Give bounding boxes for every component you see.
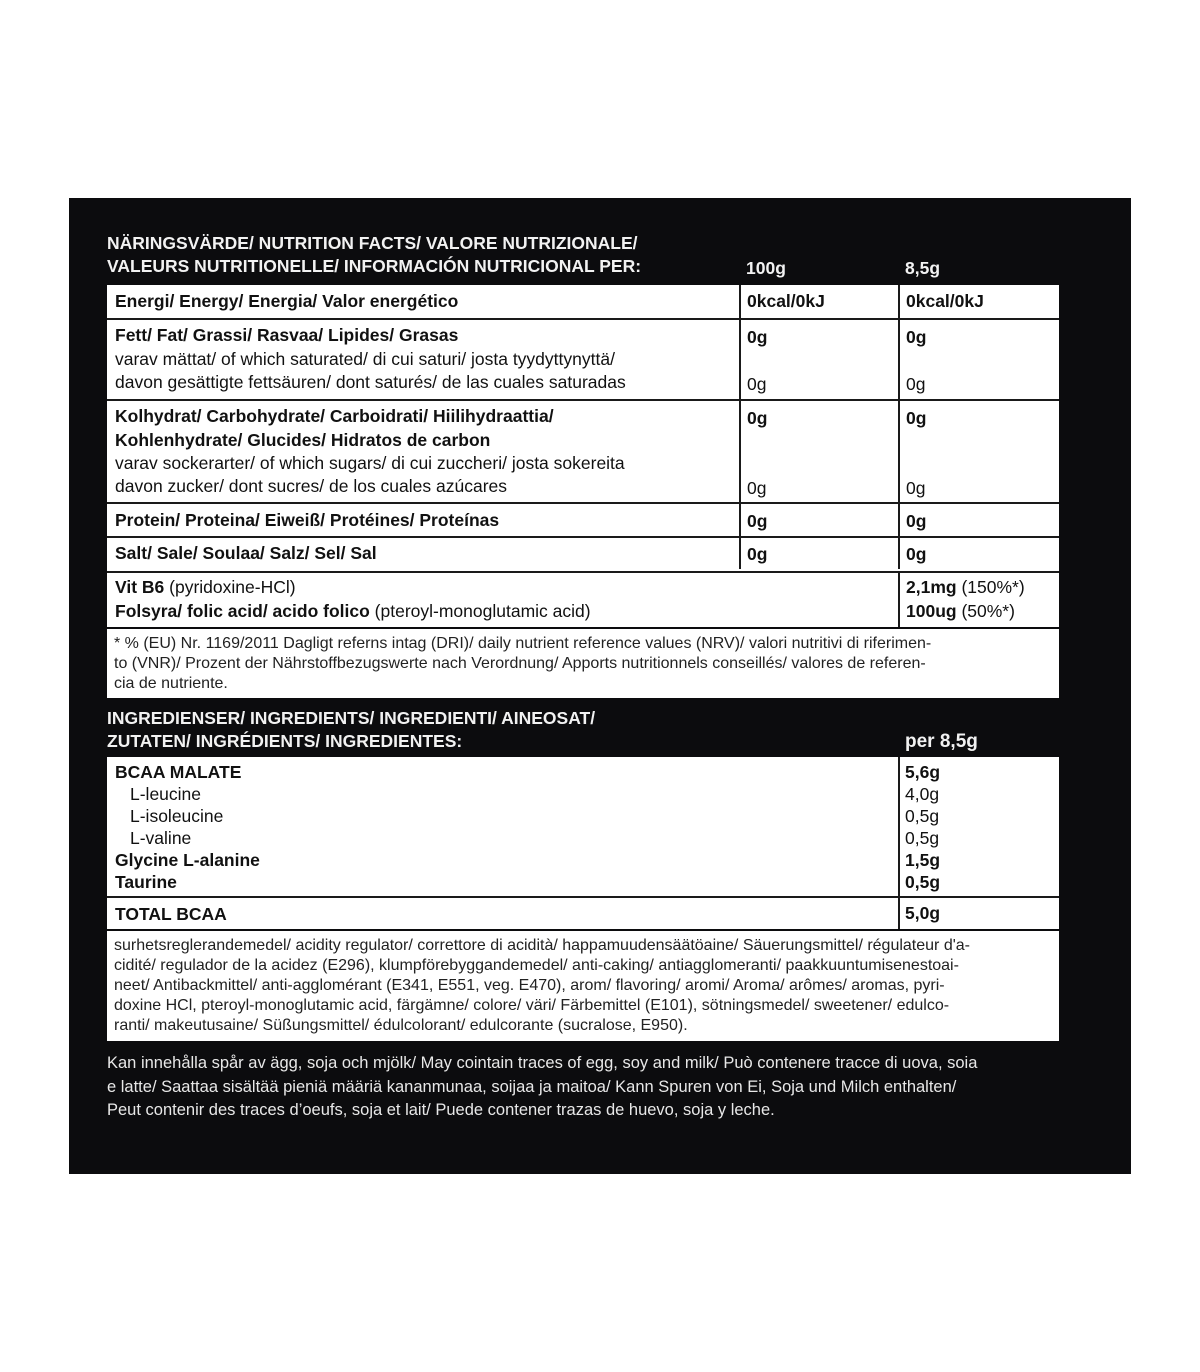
ingredient-value: 1,5g <box>905 850 941 870</box>
folic-acid-value: 100ug (50%*) <box>906 601 1015 621</box>
nutrition-heading: NÄRINGSVÄRDE/ NUTRITION FACTS/ VALORE NUTRIZIONALE/ VALEURS NUTRITIONELLE/ INFORMACIÓN NUTRICIONAL PER: <box>107 233 642 276</box>
allergen-warning: Kan innehålla spår av ägg, soja och mjölk/ May cointain traces of egg, soy and milk/ Può contenere tracce di uova, soia e latte/ Saattaa sisältää pieniä määriä kananmunaa, soijaa ja maitoa/ Kann Spuren von Ei, Soja und Milch enthalten/ Peut contenir des traces d’oeufs, soja et lait/ Puede contener trazas de huevo, soja y leche. <box>107 1054 978 1119</box>
column-label-serving: 8,5g <box>905 258 941 278</box>
ingredients-per-serving-label: per 8,5g <box>905 731 978 752</box>
fat-value-100g: 0g <box>747 327 768 347</box>
carbohydrate-value-100g: 0g <box>747 408 768 428</box>
vitamins-table <box>107 571 1059 627</box>
ingredient-value: 0,5g <box>905 828 940 848</box>
ingredient-name: Taurine <box>115 872 177 892</box>
saturated-label-2: davon gesättigte fettsäuren/ dont saturés/ de las cuales saturadas <box>115 372 626 392</box>
folic-acid-label: Folsyra/ folic acid/ acido folico (pteroyl-monoglutamic acid) <box>115 601 591 621</box>
ingredient-name: BCAA MALATE <box>115 762 242 782</box>
total-bcaa-label: TOTAL BCAA <box>115 904 227 924</box>
fat-value-serving: 0g <box>906 327 927 347</box>
energy-label: Energi/ Energy/ Energia/ Valor energético <box>115 291 459 311</box>
saturated-value-serving: 0g <box>906 374 926 394</box>
vitamin-b6-label: Vit B6 (pyridoxine-HCl) <box>115 577 296 597</box>
column-label-100g: 100g <box>746 258 786 278</box>
other-ingredients: surhetsreglerandemedel/ acidity regulator/ correttore di acidità/ happamuudensäätöaine/ Säuerungsmittel/ régulateur d'a- cidité/ regulador de la acidez (E296), klumpförebyggandemedel/ anti-caking/ antiagglomeranti/ paakkuuntumisenestoai- neet/ Antibackmittel/ anti-agglomérant (E341, E551, veg. E470), arom/ flavoring/ aromi/ Aroma/ arômes/ aromas, pyri- doxine HCl, pteroyl-monoglutamic acid, färgämne/ colore/ väri/ Färbemittel (E101), sötningsmedel/ sweetener/ edulco- ranti/ makeutusaine/ Süßungsmittel/ édulcolorant/ edulcorante (sucralose, E950). <box>107 931 1059 1041</box>
carbohydrate-label-1: Kolhydrat/ Carbohydrate/ Carboidrati/ Hiilihydraattia/ <box>115 406 554 426</box>
carbohydrate-value-serving: 0g <box>906 408 927 428</box>
ingredient-name: L-isoleucine <box>130 806 224 826</box>
ingredient-name: L-valine <box>130 828 192 848</box>
saturated-value-100g: 0g <box>747 374 767 394</box>
sugars-label-2: davon zucker/ dont sucres/ de los cuales azúcares <box>115 476 508 496</box>
energy-value-100g: 0kcal/0kJ <box>747 291 825 311</box>
ingredients-table <box>107 757 1059 929</box>
ingredient-value: 4,0g <box>905 784 940 804</box>
protein-value-serving: 0g <box>906 511 927 531</box>
protein-label: Protein/ Proteina/ Eiweiß/ Protéines/ Proteínas <box>115 510 500 530</box>
saturated-label-1: varav mättat/ of which saturated/ di cui saturi/ josta tyydyttynyttä/ <box>115 349 615 369</box>
nutrition-table <box>107 285 1059 571</box>
sugars-value-serving: 0g <box>906 478 926 498</box>
protein-value-100g: 0g <box>747 511 768 531</box>
carbohydrate-label-2: Kohlenhydrate/ Glucides/ Hidratos de carbon <box>115 430 491 450</box>
ingredient-value: 0,5g <box>905 872 941 892</box>
ingredients-heading: INGREDIENSER/ INGREDIENTS/ INGREDIENTI/ AINEOSAT/ ZUTATEN/ INGRÉDIENTS/ INGREDIENTES: <box>107 708 596 751</box>
ingredient-value: 0,5g <box>905 806 940 826</box>
sugars-value-100g: 0g <box>747 478 767 498</box>
energy-value-serving: 0kcal/0kJ <box>906 291 984 311</box>
ingredient-value: 5,6g <box>905 762 941 782</box>
fat-label: Fett/ Fat/ Grassi/ Rasvaa/ Lipides/ Grasas <box>115 325 459 345</box>
vitamin-b6-value: 2,1mg (150%*) <box>906 577 1025 597</box>
sugars-label-1: varav sockerarter/ of which sugars/ di cui zuccheri/ josta sokereita <box>115 453 625 473</box>
total-bcaa-value: 5,0g <box>905 903 941 923</box>
salt-value-serving: 0g <box>906 544 927 564</box>
salt-value-100g: 0g <box>747 544 768 564</box>
salt-label: Salt/ Sale/ Soulaa/ Salz/ Sel/ Sal <box>115 543 377 563</box>
ingredient-name: Glycine L-alanine <box>115 850 260 870</box>
ingredient-name: L-leucine <box>130 784 202 804</box>
reference-footnote: * % (EU) Nr. 1169/2011 Dagligt referns intag (DRI)/ daily nutrient reference values (NRV)/ valori nutritivi di riferimen- to (VNR)/ Prozent der Nährstoffbezugswerte nach Verordnung/ Apports nutritionnels conseillés/ valores de referen- cia de nutriente. <box>107 629 1059 698</box>
